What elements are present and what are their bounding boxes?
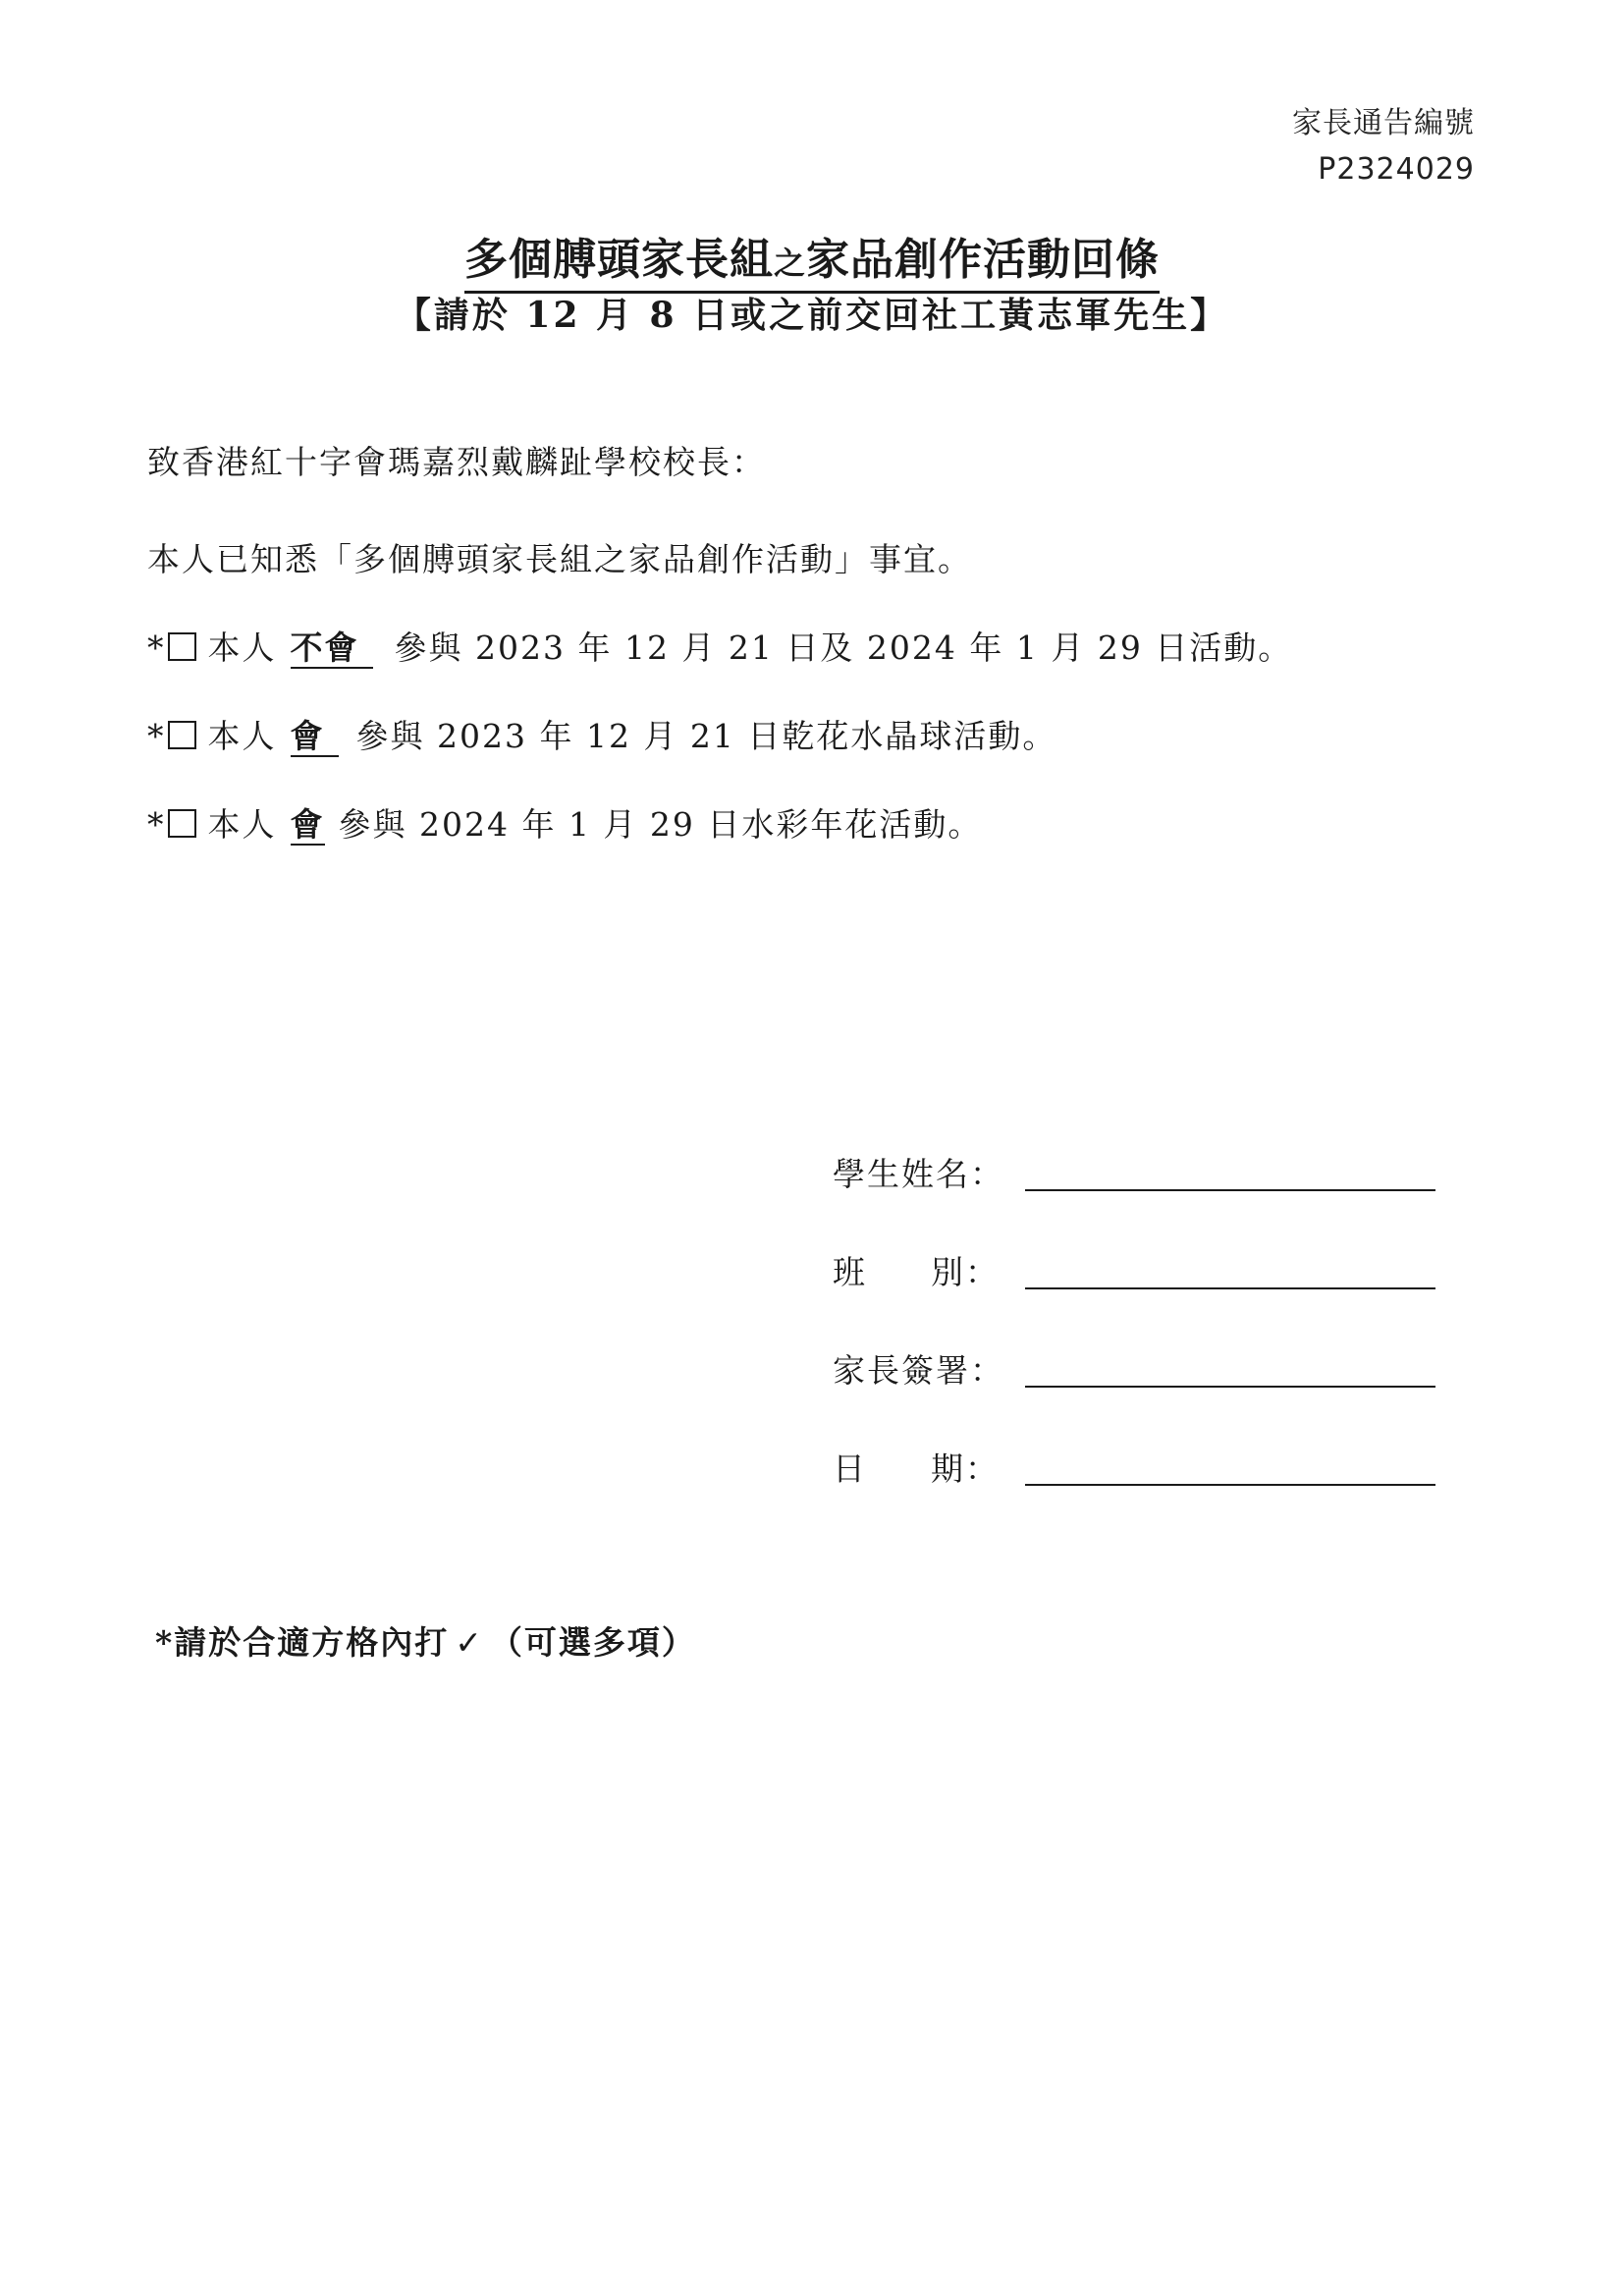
option-choice: 會 bbox=[290, 805, 325, 844]
footnote-text: *請於合適方格內打 bbox=[155, 1623, 450, 1662]
option-3-checkbox[interactable] bbox=[168, 809, 196, 838]
checkmark-icon: ✓ bbox=[455, 1623, 484, 1662]
date-label-b: 期： bbox=[931, 1449, 1000, 1488]
addressee: 致香港紅十字會瑪嘉烈戴麟趾學校校長： bbox=[147, 443, 766, 481]
footnote bbox=[155, 1617, 696, 1664]
student-name-input[interactable] bbox=[1025, 1150, 1435, 1191]
student-name-field bbox=[833, 1149, 1435, 1195]
class-input[interactable] bbox=[1025, 1248, 1435, 1289]
parent-signature-label: 家長簽署： bbox=[833, 1351, 1004, 1390]
option-text: 參與 2024 年 1 月 29 日水彩年花活動。 bbox=[338, 805, 983, 844]
option-2-checkbox[interactable] bbox=[168, 721, 196, 749]
document-title bbox=[0, 224, 1624, 294]
option-row-3 bbox=[147, 799, 982, 846]
notice-number-label: 家長通告編號 bbox=[1292, 106, 1475, 140]
title-part-2: 之 bbox=[773, 245, 806, 282]
class-field bbox=[833, 1247, 1435, 1293]
option-1-checkbox[interactable] bbox=[168, 632, 196, 661]
option-subject: 本人 bbox=[207, 805, 277, 844]
date-input[interactable] bbox=[1025, 1445, 1435, 1486]
date-label-a: 日 bbox=[833, 1449, 867, 1488]
class-label-a: 班 bbox=[833, 1253, 867, 1291]
parent-signature-field bbox=[833, 1345, 1435, 1392]
option-row-2 bbox=[147, 711, 1056, 757]
title-part-3: 家品創作活動回條 bbox=[806, 235, 1160, 285]
asterisk: * bbox=[147, 805, 166, 844]
class-label bbox=[833, 1247, 1000, 1293]
option-subject: 本人 bbox=[207, 629, 277, 667]
date-field bbox=[833, 1444, 1435, 1490]
option-subject: 本人 bbox=[207, 717, 277, 755]
asterisk: * bbox=[147, 629, 166, 667]
option-row-1 bbox=[147, 623, 1292, 669]
asterisk: * bbox=[147, 717, 166, 755]
title-part-1: 多個膊頭家長組 bbox=[463, 235, 774, 285]
student-name-label: 學生姓名： bbox=[833, 1155, 1004, 1193]
option-text: 參與 2023 年 12 月 21 日乾花水晶球活動。 bbox=[355, 717, 1057, 755]
option-choice: 不會 bbox=[291, 629, 373, 669]
date-label bbox=[833, 1444, 1000, 1490]
acknowledgement: 本人已知悉「多個膊頭家長組之家品創作活動」事宜。 bbox=[147, 540, 972, 578]
footnote-note: （可選多項） bbox=[489, 1623, 696, 1662]
class-label-b: 別： bbox=[931, 1253, 1000, 1291]
return-deadline: 【請於 12 月 8 日或之前交回社工黃志軍先生】 bbox=[395, 295, 1229, 336]
notice-number: P2324029 bbox=[1318, 152, 1475, 187]
option-choice: 會 bbox=[291, 718, 339, 757]
parent-signature-input[interactable] bbox=[1025, 1346, 1435, 1388]
option-text: 參與 2023 年 12 月 21 日及 2024 年 1 月 29 日活動。 bbox=[394, 629, 1293, 667]
